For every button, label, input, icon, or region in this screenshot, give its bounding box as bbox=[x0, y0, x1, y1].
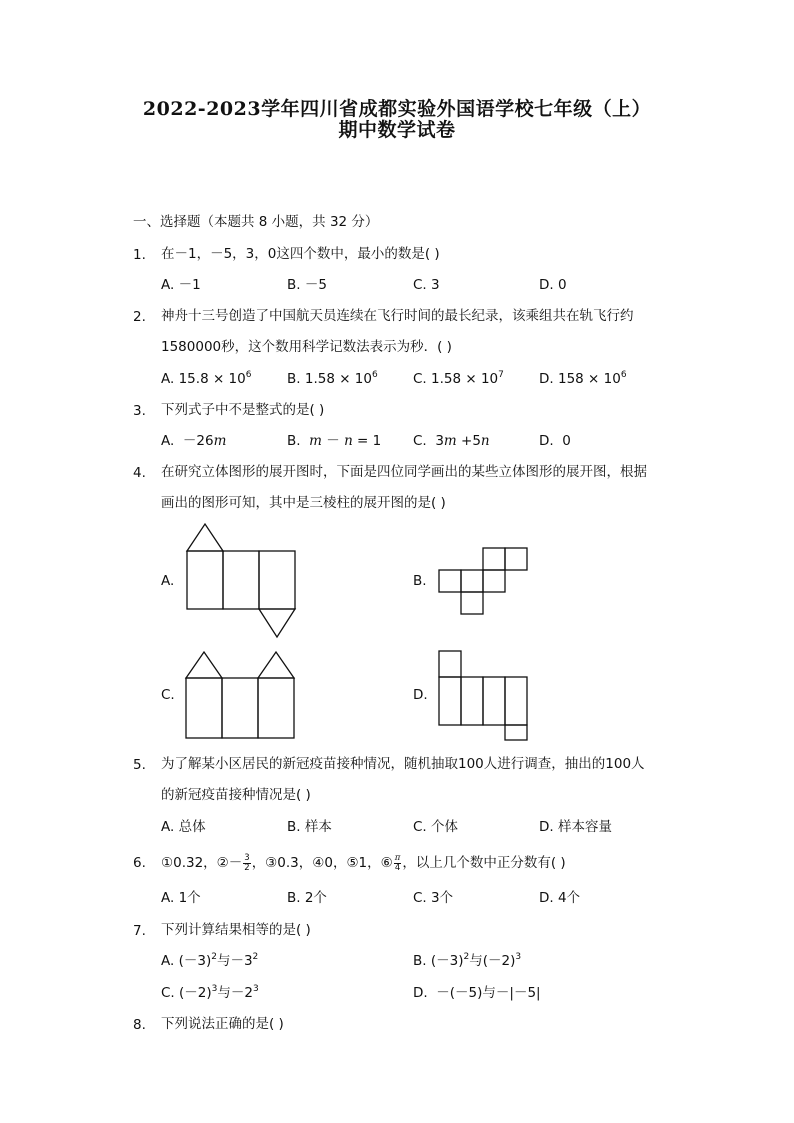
q2-option-c: C. $1.58 \times 10^7$ bbox=[413, 370, 504, 387]
net-square bbox=[461, 570, 483, 592]
net-triangle-face bbox=[187, 524, 223, 551]
net-triangle-face bbox=[258, 652, 294, 678]
q6-option-d: D. 4个 bbox=[539, 890, 581, 906]
net-square bbox=[439, 570, 461, 592]
cube-net-figure bbox=[436, 546, 530, 616]
square-prism-net-figure bbox=[436, 648, 530, 744]
q5-option-b: B. 样本 bbox=[287, 819, 332, 835]
q4-figure-label-b: B. bbox=[413, 573, 427, 589]
question-3-text: 下列式子中不是整式的是( ) bbox=[161, 402, 325, 418]
q3-option-b: B. m － n = 1 bbox=[287, 433, 382, 449]
triangular-prism-net-figure bbox=[180, 520, 300, 640]
net-rect-face bbox=[439, 677, 461, 725]
question-7-text: 下列计算结果相等的是( ) bbox=[161, 922, 311, 938]
q2-option-d: D. $158 \times 10^6$ bbox=[539, 370, 627, 387]
question-2-text-line2: 1580000秒，这个数用科学记数法表示为秒．( ) bbox=[161, 339, 452, 355]
document-title-line2: 期中数学试卷 bbox=[338, 119, 456, 141]
net-rect-face bbox=[483, 677, 505, 725]
q6-option-c: C. 3个 bbox=[413, 890, 454, 906]
q2-option-b: B. $1.58 \times 10^6$ bbox=[287, 370, 378, 387]
question-2-text-line1: 神舟十三号创造了中国航天员连续在飞行时间的最长纪录，该乘组共在轨飞行约 bbox=[161, 308, 634, 324]
question-number: 2. bbox=[133, 309, 146, 325]
net-square bbox=[439, 651, 461, 677]
q4-figure-label-c: C. bbox=[161, 687, 175, 703]
fraction-three-halves: $\frac{3}{2}$ bbox=[244, 852, 250, 873]
net-rect-face bbox=[223, 551, 259, 609]
question-number: 6. bbox=[133, 855, 146, 871]
net-rect-face bbox=[505, 677, 527, 725]
net-square bbox=[483, 570, 505, 592]
q1-option-a: A. －1 bbox=[161, 277, 201, 293]
question-8-text: 下列说法正确的是( ) bbox=[161, 1016, 284, 1032]
net-square bbox=[505, 548, 527, 570]
question-6-text: ①0.32，②－ $\frac{3}{2}$ ，③0.3，④0，⑤1，⑥ $\frac{\pi}{4}$ ，以上几个数中正分数有( ) bbox=[161, 852, 566, 873]
question-4-text-line1: 在研究立体图形的展开图时，下面是四位同学画出的某些立体图形的展开图，根据 bbox=[161, 464, 647, 480]
question-number: 4. bbox=[133, 465, 146, 481]
q1-option-c: C. 3 bbox=[413, 277, 440, 293]
q3-option-c: C. 3m +5n bbox=[413, 433, 490, 449]
question-number: 1. bbox=[133, 247, 146, 263]
question-4-text-line2: 画出的图形可知，其中是三棱柱的展开图的是( ) bbox=[161, 495, 446, 511]
q5-option-d: D. 样本容量 bbox=[539, 819, 612, 835]
net-rect-face bbox=[187, 551, 223, 609]
q7-option-d: D. －(－5)与－|－5| bbox=[413, 985, 541, 1001]
net-rect-face bbox=[222, 678, 258, 738]
net-rect-face bbox=[461, 677, 483, 725]
q3-option-d: D. 0 bbox=[539, 433, 571, 449]
q4-figure-label-d: D. bbox=[413, 687, 428, 703]
question-number: 8. bbox=[133, 1017, 146, 1033]
net-rect-face bbox=[186, 678, 222, 738]
q6-option-a: A. 1个 bbox=[161, 890, 201, 906]
net-square bbox=[461, 592, 483, 614]
q3-option-a: A. －26m bbox=[161, 433, 227, 449]
q6-option-b: B. 2个 bbox=[287, 890, 327, 906]
question-5-text-line2: 的新冠疫苗接种情况是( ) bbox=[161, 787, 311, 803]
question-number: 7. bbox=[133, 923, 146, 939]
q2-option-a: A. $15.8 \times 10^6$ bbox=[161, 370, 252, 387]
net-square bbox=[483, 548, 505, 570]
net-square bbox=[505, 725, 527, 740]
q5-option-a: A. 总体 bbox=[161, 819, 206, 835]
net-triangle-face bbox=[186, 652, 222, 678]
net-rect-face bbox=[258, 678, 294, 738]
section-heading: 一、选择题（本题共 8 小题，共 32 分） bbox=[133, 214, 379, 230]
question-number: 3. bbox=[133, 403, 146, 419]
document-title-line1: 2022-2023学年四川省成都实验外国语学校七年级（上） bbox=[142, 98, 652, 120]
question-number: 5. bbox=[133, 757, 146, 773]
q1-option-b: B. －5 bbox=[287, 277, 327, 293]
net-triangle-face bbox=[259, 609, 295, 637]
q7-option-b: B. $(-3)^2$与$(-2)^3$ bbox=[413, 952, 522, 969]
q7-option-c: C. $(-2)^3$与$-2^3$ bbox=[161, 984, 259, 1001]
prism-net-two-triangles-figure bbox=[180, 648, 300, 742]
question-5-text-line1: 为了解某小区居民的新冠疫苗接种情况，随机抽取100人进行调查，抽出的100人 bbox=[161, 756, 645, 772]
q7-option-a: A. $(-3)^2$与$-3^2$ bbox=[161, 952, 259, 969]
q5-option-c: C. 个体 bbox=[413, 819, 459, 835]
net-rect-face bbox=[259, 551, 295, 609]
q4-figure-label-a: A. bbox=[161, 573, 175, 589]
fraction-pi-quarter: $\frac{\pi}{4}$ bbox=[394, 852, 401, 873]
q1-option-d: D. 0 bbox=[539, 277, 567, 293]
question-1-text: 在－1，－5，3，0这四个数中，最小的数是( ) bbox=[161, 246, 440, 262]
